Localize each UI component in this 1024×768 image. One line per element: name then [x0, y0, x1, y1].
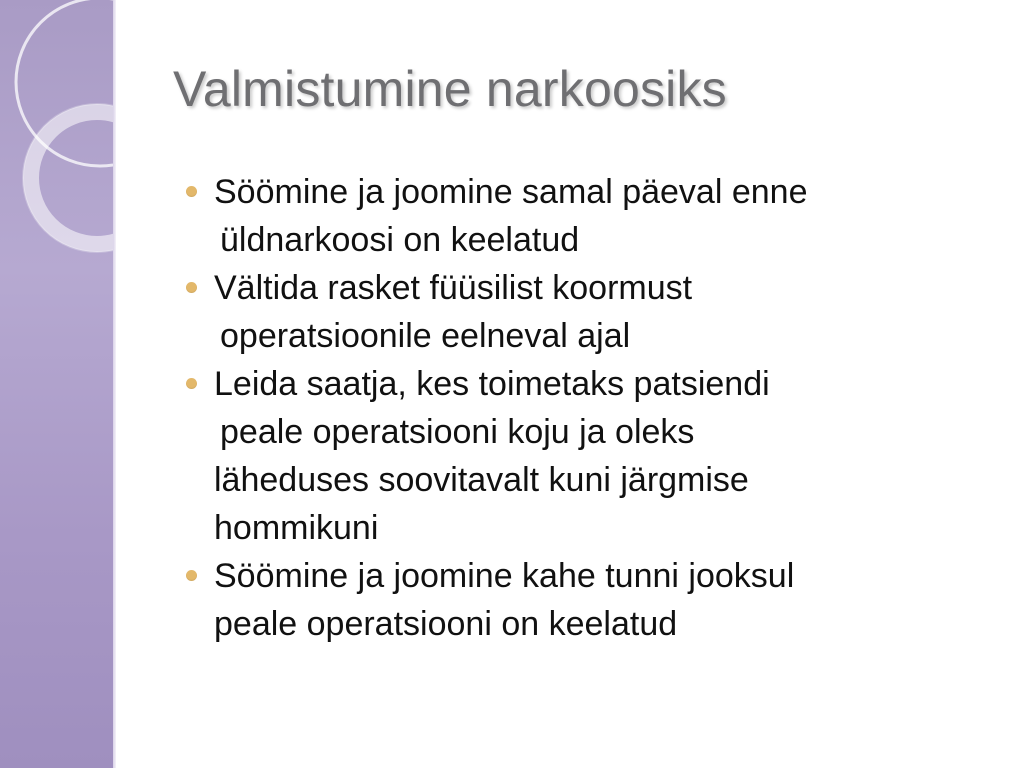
slide-title: Valmistumine narkoosiks: [173, 61, 727, 117]
bullet-text-line: Söömine ja joomine samal päeval enne: [214, 173, 808, 211]
bullet-text-line: Vältida rasket füüsilist koormust: [214, 269, 693, 307]
bullet-list: [186, 168, 966, 648]
decorative-circles-graphic: [0, 0, 113, 768]
decorative-sidebar: [0, 0, 113, 768]
bullet-text-line: läheduses soovitavalt kuni järgmise: [214, 461, 749, 499]
bullet-text-line: peale operatsiooni koju ja oleks: [220, 413, 695, 451]
bullet-text-line: hommikuni: [214, 509, 379, 547]
bullet-item-4: [186, 552, 966, 648]
bullet-text-line: Leida saatja, kes toimetaks patsiendi: [214, 365, 770, 403]
bullet-text-line: operatsioonile eelneval ajal: [220, 317, 631, 355]
bullet-text-line: peale operatsiooni on keelatud: [214, 605, 678, 643]
bullet-icon: [186, 282, 197, 293]
bullet-text-line: Söömine ja joomine kahe tunni jooksul: [214, 557, 795, 595]
bullet-text-line: üldnarkoosi on keelatud: [220, 221, 580, 259]
bullet-item-1: [186, 168, 966, 264]
bullet-icon: [186, 570, 197, 581]
sidebar-edge: [113, 0, 116, 768]
bullet-item-3: [186, 360, 966, 552]
bullet-icon: [186, 378, 197, 389]
bullet-item-2: [186, 264, 966, 360]
bullet-icon: [186, 186, 197, 197]
